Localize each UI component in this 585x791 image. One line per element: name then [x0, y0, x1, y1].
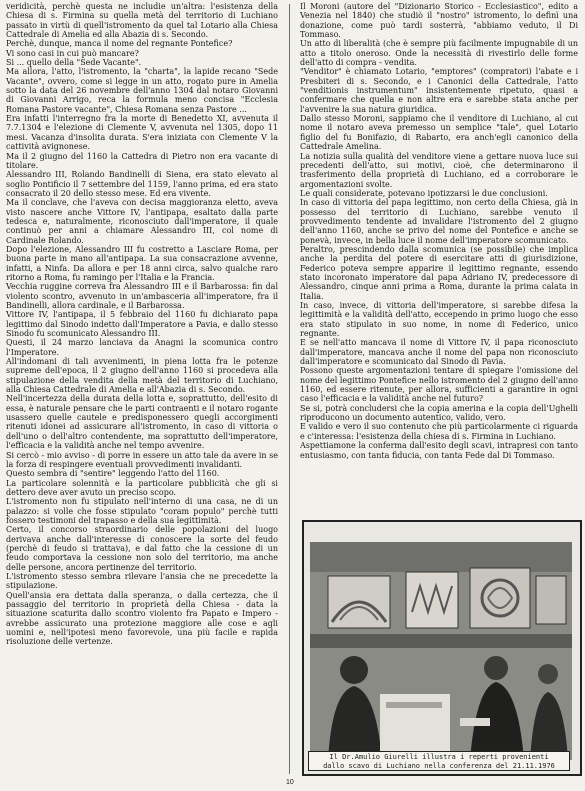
paragraph: Dallo stesso Moroni, sappiamo che il venditore di Luchiano, al cui nome il notaro aveva premesso un semplice "tale", quel Lotario figlio del fu Bonifazio, di Rabarto, era anch'egli canonico della Cattedrale Amelina.: [300, 114, 578, 152]
paragraph: Peraltro, prescindendo dalla scomunica (se possibile) che implica anche la perdita del potere di esercitare atti di giurisdizione, Federico poteva sempre apparire il legittimo regnante, essendo stato incoronato imperatore dal papa Adriano IV, predecessore di Alessandro, cinque anni prima a Roma, durante la prima calata in Italia.: [300, 244, 578, 301]
column-divider: [289, 4, 290, 774]
paragraph: Ma il 2 giugno del 1160 la Cattedra di Pietro non era vacante di titolare.: [6, 151, 278, 170]
paragraph: Il Moroni (autore del "Dizionario Storico - Ecclesiastico", edito a Venezia nel 1840) che studiò il "nostro" istromento, lo definì una donazione, come può tardi sosterrà, "abbiamo veduto, il Di Tommaso.: [300, 2, 578, 40]
paragraph: La particolare solennità e la particolare pubblicità che gli si dettero deve aver avuto un preciso scopo.: [6, 478, 278, 497]
paragraph: La notizia sulla qualità del venditore viene a gettare nuova luce sui precedenti dell'atto, sui motivi, cioè, che determinarono il trasferimento della proprietà di Luchiano, ed a corroborare le argomentazioni svolte.: [300, 151, 578, 189]
paragraph: In caso di vittoria del papa legittimo, non certo della Chiesa, già in possesso del territorio di Luchiano, sarebbe venuto il provvedimento tendente ad invalidare l'istromento del 2 giugno dell'anno 1160, anche se privo del nome del Pontefice e anche se ponevà, invece, in bella luce il nome dell'imperatore scomunicato.: [300, 198, 578, 245]
caption-line-1: Il Dr.Amulio Giurelli illustra i reperti provenienti: [329, 753, 549, 761]
paragraph: Possono queste argomentazioni tentare di spiegare l'omissione del nome del legittimo Pontefice nello istromento del 2 giugno dell'anno 1160, ed essere ritenute, per allora, sufficienti a garantire in ogni caso l'efficacia e la validità anche nel futuro?: [300, 366, 578, 404]
paragraph: Vi sono casi in cui può mancare?: [6, 48, 139, 58]
photo-image: [310, 542, 572, 760]
photo-caption: [308, 751, 570, 771]
paragraph: Perchè, dunque, manca il nome del regnante Pontefice?: [6, 39, 233, 49]
paragraph: "Venditor" è chiamato Lotario, "emptores" (compratori) l'abate e i Presbiteri di s. Secondo, e i Canonici della Cattedrale, l'atto "venditionis instrumentum" insistentemente ripetuto, quasi a confermare che quella e non altre era e sarebbe stata anche per l'avvenire la sua natura giuridica.: [300, 67, 578, 114]
paragraph: Vittore IV, l'antipapa, il 5 febbraio del 1160 fu dichiarato papa legittimo dal Sinodo indetto dall'Imperatore a Pavia, e dallo stesso Sinodo fu scomunicato Alessandro III.: [6, 310, 278, 339]
paragraph: In caso, invece, di vittoria dell'imperatore, si sarebbe difesa la legittimità e la validità dell'atto, eccependo in primo luogo che esso era stato stipulato in suo nome, in nome di Federico, unico regnante.: [300, 301, 578, 339]
paragraph: Vecchia ruggine correva fra Alessandro III e il Barbarossa: fin dal violento scontro, avvenuto in un'ambasceria all'imperatore, fra il Bandinelli, allora cardinale, e il Barbarossa.: [6, 282, 278, 310]
conference-photo: [310, 542, 572, 760]
photo-frame: [302, 520, 582, 776]
paragraph: Ma il conclave, che l'aveva con decisa maggioranza eletto, aveva visto nascere anche Vittore IV, l'antipapa, esaltato dalla parte tedesca e, naturalmente, riconosciuto dall'imperatore, il quale continuò per anni a chiamare Alessandro III, col nome di Cardinale Rolando.: [6, 198, 278, 245]
paragraph: Era infatti l'interregno fra la morte di Benedetto XI, avvenuta il 7.7.1304 e l'elezione di Clemente V, avvenuta nel 1305, dopo 11 mesi. Vacanza d'insolita durata. S'era iniziata con Clemente V la cattività avignonese.: [6, 114, 278, 152]
paragraph: Quell'ansia era dettata dalla speranza, o dalla certezza, che il passaggio del territorio in proprietà della Chiesa - data la situazione scaturita dallo scontro violento fra Papato e Impero - avrebbe assicurato una protezione maggiore alle cose e agli uomini e, nell'ipotesi meno favorevole, una più facile e rapida risoluzione delle vertenze.: [6, 590, 278, 647]
paragraph: Aspettiamone la conferma dall'esito degli scavi, intrapresi con tanto entusiasmo, con tanta fiducia, con tanta Fede dal Di Tommaso.: [300, 441, 578, 460]
paragraph: Dopo l'elezione, Alessandro III fu costretto a Lasciare Roma, per buona parte in mano all'antipapa. La sua consacrazione avvenne, infatti, a Ninfa. Da allora e per 18 anni circa, salvo qualche raro ritorno a Roma, fu ramingo per l'Italia e la Francia.: [6, 244, 278, 282]
paragraph: Alessandro III, Rolando Bandinelli di Siena, era stato elevato al soglio Pontificio il 7 settembre del 1159, l'anno prima, ed era stato consacrato il 20 dello stesso mese. Ed era vivente.: [6, 170, 278, 198]
paragraph: E se nell'atto mancava il nome di Vittore IV, il papa riconosciuto dall'imperatore, mancava anche il nome del papa non riconosciuto dall'imperatore e scomunicato dal Sinodo di Pavia.: [300, 338, 578, 367]
paragraph: E valido e vero il suo contenuto che più particolarmente ci riguarda e c'interessa: l'esistenza della chiesa di s. Firmina in Luchiano.: [300, 422, 578, 441]
paragraph: Nell'incertezza della durata della lotta e, soprattutto, dell'esito di essa, è naturale pensare che le parti contraenti e il notaro rogante usassero quelle cautele e predisponessero quegli accorgimenti ritenuti idonei ad assicurare all'istromento, in caso di vittoria o dell'uno o dell'altro contendente, ma soprattutto dell'imperatore, l'efficacia e la validità anche nel tempo avvenire.: [6, 394, 278, 451]
paragraph: Se si, potrà concludersi che la copia amerina e la copia dell'Ughelli riproducono un documento autentico, valido, vero.: [300, 403, 578, 423]
paragraph: All'indomani di tali avvenimenti, in piena lotta fra le potenze supreme dell'epoca, il 2 giugno dell'anno 1160 si procedeva alla stipulazione della vendita della metà del territorio di Luchiano, alla Chiesa Cattedrale di Amelia e all'Abazia di s. Secondo.: [6, 357, 278, 395]
paragraph: Ma allora, l'atto, l'istromento, la "charta", la lapide recano "Sede Vacante", ovvero, come si legge in un atto, rogato pure in Amelia sotto la data del 26 novembre dell'anno 1304 dal notaro Giovanni di Giovanni Arrigo, reca la formula meno concisa "Ecclesia Romana Pastore vacante", Chiesa Romana senza Pastore ...: [6, 67, 278, 114]
paragraph: L'istromento non fu stipulato nell'interno di una casa, ne di un palazzo: si volle che fosse stipulato "coram populo" perchè tutti fossero testimoni del trapasso e della sua legittimità.: [6, 497, 278, 525]
paragraph: L'istromento stesso sembra rilevare l'ansia che ne precedette la stipulazione.: [6, 571, 278, 591]
paragraph: Si ... quello della "Sede Vacante".: [6, 58, 142, 68]
right-text-column: [300, 2, 578, 460]
left-text-column: [6, 2, 278, 647]
caption-line-2: dallo scavo di Luchiano nella conferenza del 21.11.1976: [323, 761, 555, 770]
paragraph: Questo sembra di "sentire" leggendo l'atto del 1160.: [6, 469, 220, 479]
paragraph: Le quali considerate, potevano ipotizzarsi le due conclusioni.: [300, 188, 548, 198]
paragraph: Un atto di liberalità (che è sempre più facilmente impugnabile di un atto a titolo oneroso. Onde la necessità di rivestirlo delle forme dell'atto di compra - vendita.: [300, 39, 578, 68]
paragraph: Certo, il concorso straordinario delle popolazioni del luogo derivava anche dall'interesse di conoscere la sorte del feudo (perchè di feudo si trattava), e dal fatto che la cessione di un feudo comportava la cessione non solo del territorio, ma anche delle persone, ancora pertinenze del territorio.: [6, 525, 278, 572]
page-number: 10: [286, 779, 294, 786]
paragraph: Questi, il 24 marzo lanciava da Anagni la scomunica contro l'Imperatore.: [6, 338, 278, 357]
paragraph: veridicità, perchè questa ne includie un'altra: l'esistenza della Chiesa di s. Firmina su quella metà del territorio di Luchiano passato in virtù di quell'istromento da quel tal Lotario alla Chiesa Cattedrale di Amelia ed alla Abazia di s. Secondo.: [6, 2, 278, 40]
paragraph: Si cercò - mio avviso - di porre in essere un atto tale da avere in se la forza di respingere eventuali provvedimenti invalidanti.: [6, 450, 278, 469]
